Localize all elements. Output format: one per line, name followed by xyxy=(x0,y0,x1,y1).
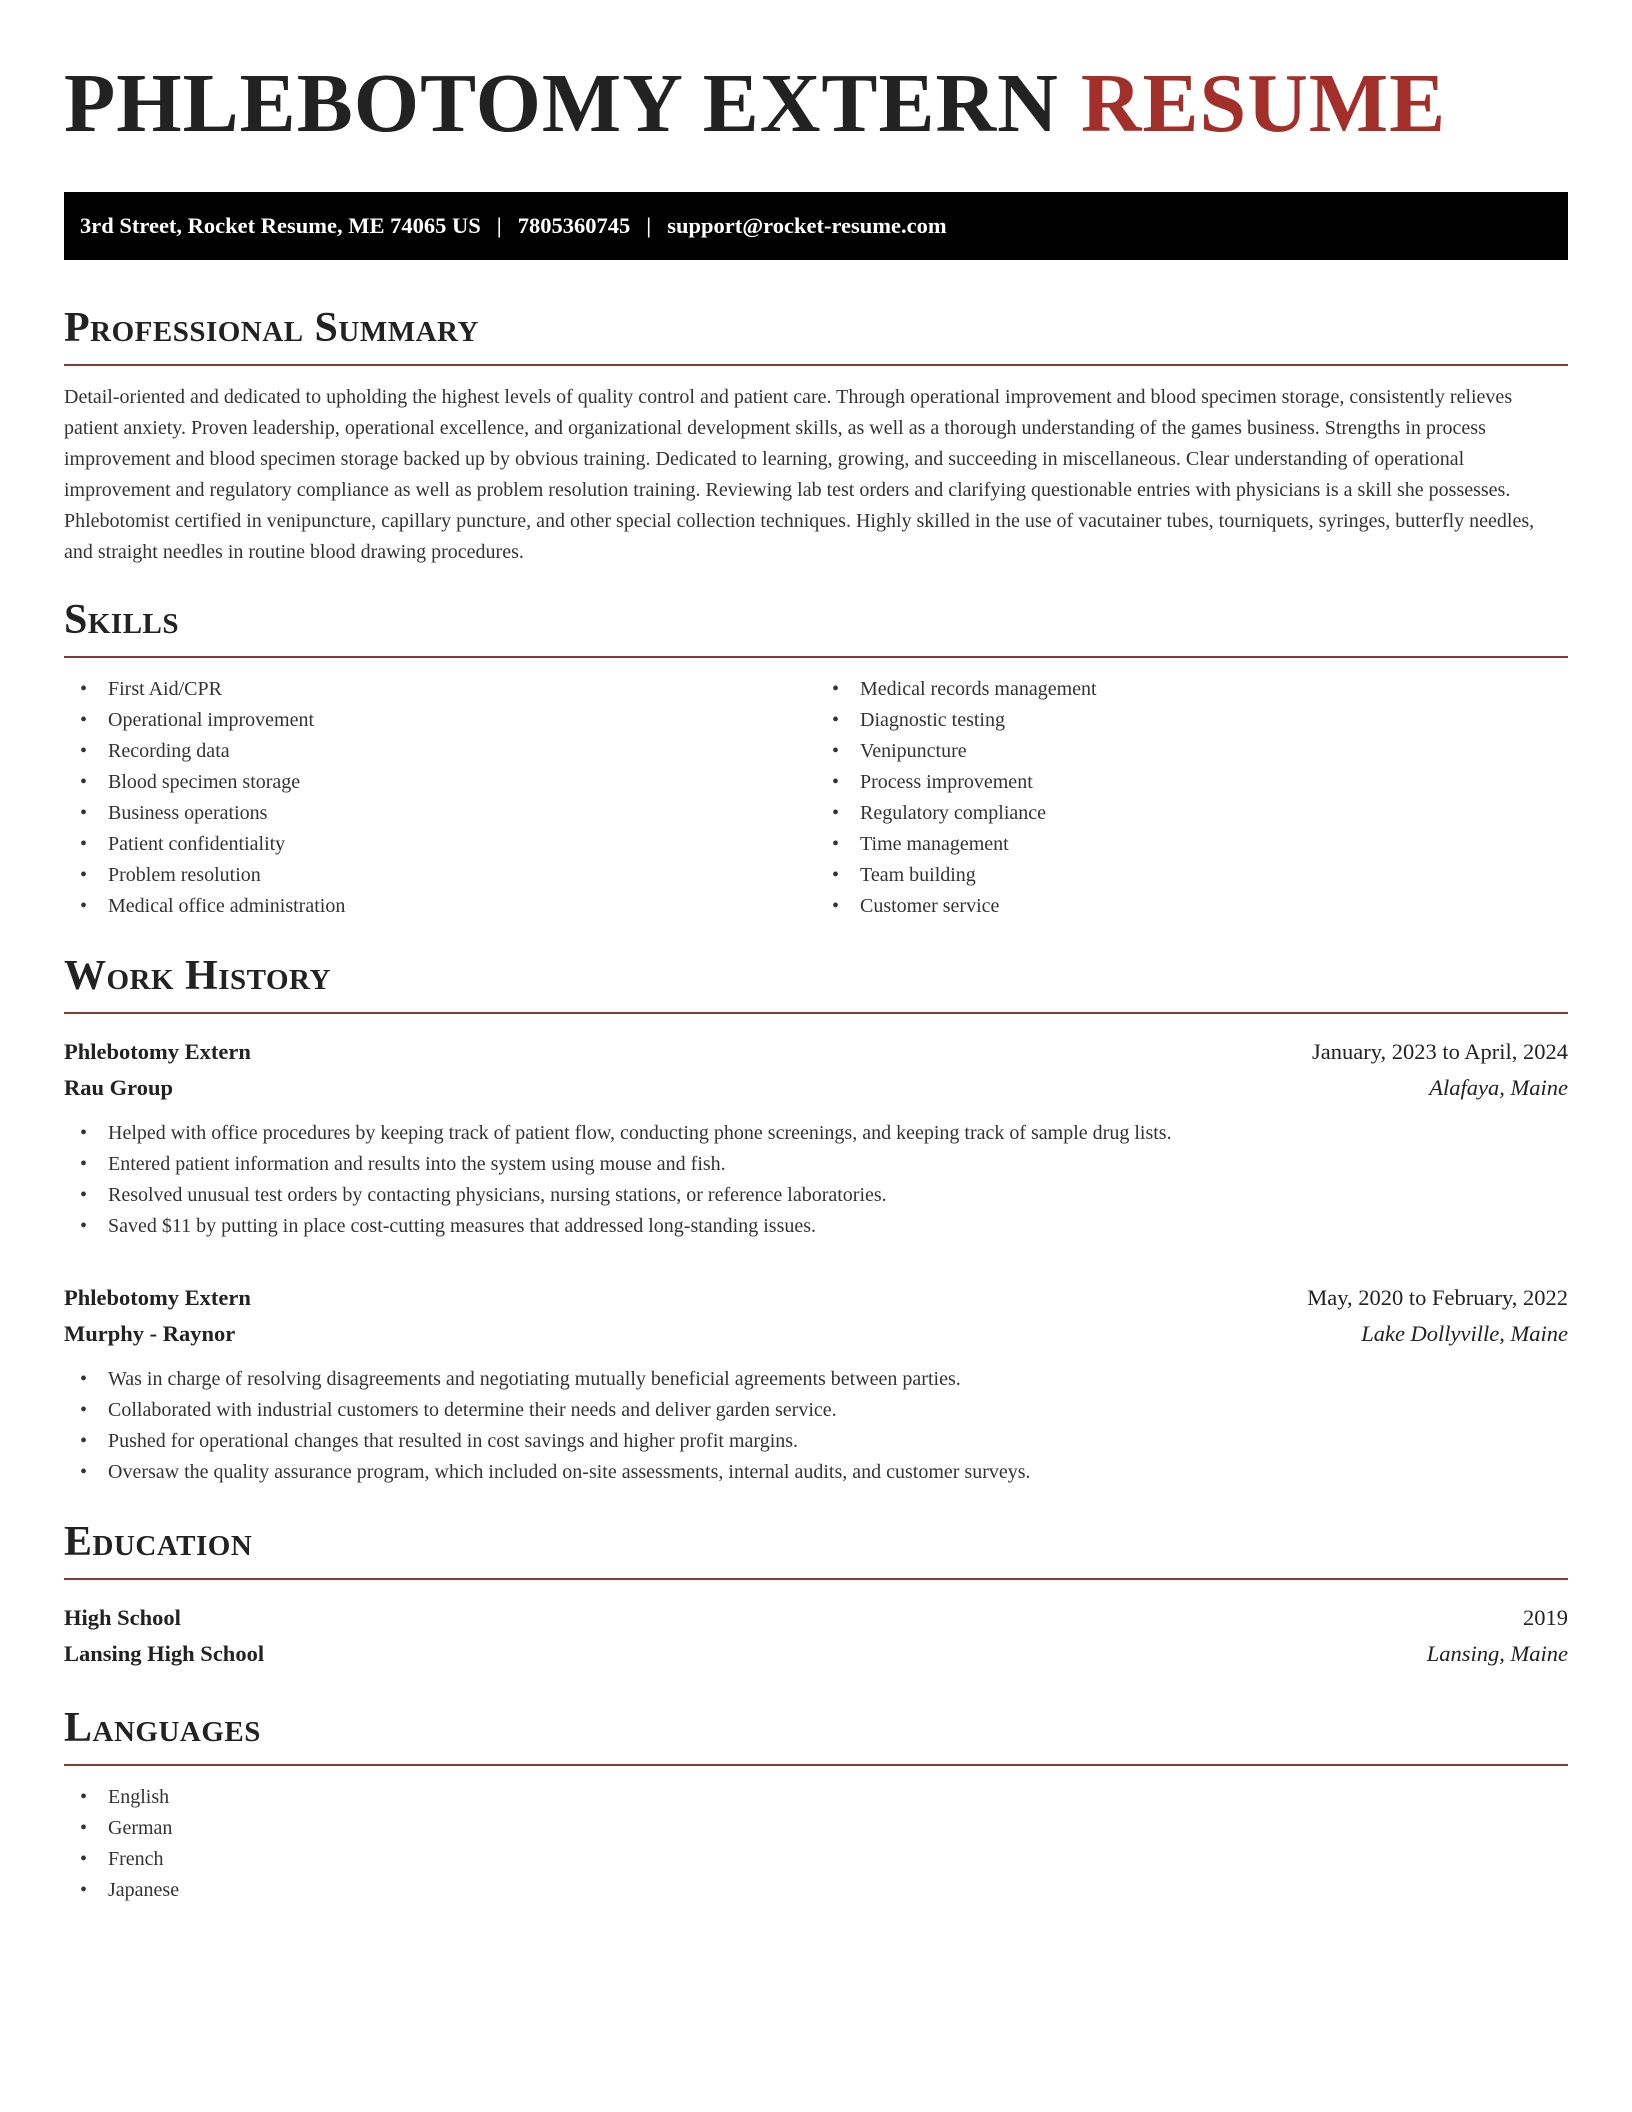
job-company: Murphy - Raynor xyxy=(64,1321,236,1346)
skill-item: • Problem resolution xyxy=(64,860,816,891)
contact-separator: | xyxy=(646,213,652,238)
skill-item: • Recording data xyxy=(64,736,816,767)
job-company: Rau Group xyxy=(64,1075,173,1100)
job-title-row xyxy=(64,1034,1568,1070)
skill-item: • Process improvement xyxy=(816,767,1568,798)
summary-text: Detail-oriented and dedicated to upholding the highest levels of quality control and patient care. Through operational improvement and blood specimen storage, consistently relieves patient anxiety. Proven leadership, operational excellence, and organizational development skills, as well as a thorough understanding of the games business. Strengths in process improvement and blood specimen storage backed up by obvious training. Dedicated to learning, growing, and succeeding in miscellaneous. Clear understanding of operational improvement and regulatory compliance as well as problem resolution training. Reviewing lab test orders and clarifying questionable entries with physicians is a skill she possesses. Phlebotomist certified in venipuncture, capillary puncture, and other special collection techniques. Highly skilled in the use of vacutainer tubes, tourniquets, syringes, butterfly needles, and straight needles in routine blood drawing procedures. xyxy=(64,386,1535,563)
job-duty-item: • Saved $11 by putting in place cost-cutting measures that addressed long-standing issues. xyxy=(64,1211,1568,1242)
job-duty-item: • Helped with office procedures by keeping track of patient flow, conducting phone screenings, and keeping track of sample drug lists. xyxy=(64,1118,1568,1149)
job-entry xyxy=(64,1280,1568,1488)
languages-list xyxy=(64,1782,1568,1906)
job-duty-item: • Entered patient information and results into the system using mouse and fish. xyxy=(64,1149,1568,1180)
work-history-section xyxy=(64,952,1568,1488)
skill-item: • Blood specimen storage xyxy=(64,767,816,798)
job-dates: January, 2023 to April, 2024 xyxy=(1311,1039,1568,1064)
skill-item: • First Aid/CPR xyxy=(64,674,816,705)
skill-item: • Business operations xyxy=(64,798,816,829)
skill-item: • Venipuncture xyxy=(816,736,1568,767)
language-item: • Japanese xyxy=(64,1875,1568,1906)
language-item: • French xyxy=(64,1844,1568,1875)
title-accent: RESUME xyxy=(1080,57,1447,150)
job-duties-list xyxy=(64,1364,1568,1488)
title-main: PHLEBOTOMY EXTERN xyxy=(64,57,1059,150)
contact-email: support@rocket-resume.com xyxy=(667,213,947,238)
job-duties-list xyxy=(64,1118,1568,1242)
job-duty-item: • Resolved unusual test orders by contacting physicians, nursing stations, or reference laboratories. xyxy=(64,1180,1568,1211)
section-heading-skills: Skills xyxy=(64,596,1568,658)
skill-item: • Medical office administration xyxy=(64,891,816,922)
contact-separator: | xyxy=(496,213,502,238)
contact-phone: 7805360745 xyxy=(517,213,631,238)
language-item: • English xyxy=(64,1782,1568,1813)
skill-item: • Operational improvement xyxy=(64,705,816,736)
skills-list-right xyxy=(816,674,1568,922)
education-year: 2019 xyxy=(1523,1605,1568,1630)
professional-summary-section xyxy=(64,304,1568,568)
section-heading-work-history: Work History xyxy=(64,952,1568,1014)
education-school: Lansing High School xyxy=(64,1641,265,1666)
education-degree: High School xyxy=(64,1605,181,1630)
skill-item: • Medical records management xyxy=(816,674,1568,705)
contact-bar xyxy=(64,192,1568,260)
section-heading-summary: Professional Summary xyxy=(64,304,1568,366)
job-title-row xyxy=(64,1280,1568,1316)
job-duty-item: • Oversaw the quality assurance program, which included on-site assessments, internal audits, and customer surveys. xyxy=(64,1457,1568,1488)
job-title: Phlebotomy Extern xyxy=(64,1285,251,1310)
languages-section xyxy=(64,1704,1568,1906)
job-duty-item: • Was in charge of resolving disagreements and negotiating mutually beneficial agreements between parties. xyxy=(64,1364,1568,1395)
job-title: Phlebotomy Extern xyxy=(64,1039,251,1064)
job-duty-item: • Pushed for operational changes that resulted in cost savings and higher profit margins. xyxy=(64,1426,1568,1457)
skill-item: • Customer service xyxy=(816,891,1568,922)
skill-item: • Diagnostic testing xyxy=(816,705,1568,736)
job-duty-item: • Collaborated with industrial customers to determine their needs and deliver garden service. xyxy=(64,1395,1568,1426)
skill-item: • Regulatory compliance xyxy=(816,798,1568,829)
job-location: Lake Dollyville, Maine xyxy=(1361,1321,1568,1346)
skill-item: • Patient confidentiality xyxy=(64,829,816,860)
skills-list-left xyxy=(64,674,816,922)
job-location: Alafaya, Maine xyxy=(1429,1075,1568,1100)
job-dates: May, 2020 to February, 2022 xyxy=(1307,1285,1568,1310)
job-company-row xyxy=(64,1316,1568,1352)
education-entry xyxy=(64,1600,1568,1672)
skill-item: • Team building xyxy=(816,860,1568,891)
language-item: • German xyxy=(64,1813,1568,1844)
skills-grid xyxy=(64,674,1568,922)
education-degree-row xyxy=(64,1600,1568,1636)
skills-section xyxy=(64,596,1568,922)
job-company-row xyxy=(64,1070,1568,1106)
education-section xyxy=(64,1518,1568,1672)
section-heading-education: Education xyxy=(64,1518,1568,1580)
section-heading-languages: Languages xyxy=(64,1704,1568,1766)
contact-address: 3rd Street, Rocket Resume, ME 74065 US xyxy=(80,213,481,238)
skill-item: • Time management xyxy=(816,829,1568,860)
education-school-row xyxy=(64,1636,1568,1672)
resume-title xyxy=(64,56,1568,152)
job-entry xyxy=(64,1034,1568,1242)
education-location: Lansing, Maine xyxy=(1426,1641,1568,1666)
